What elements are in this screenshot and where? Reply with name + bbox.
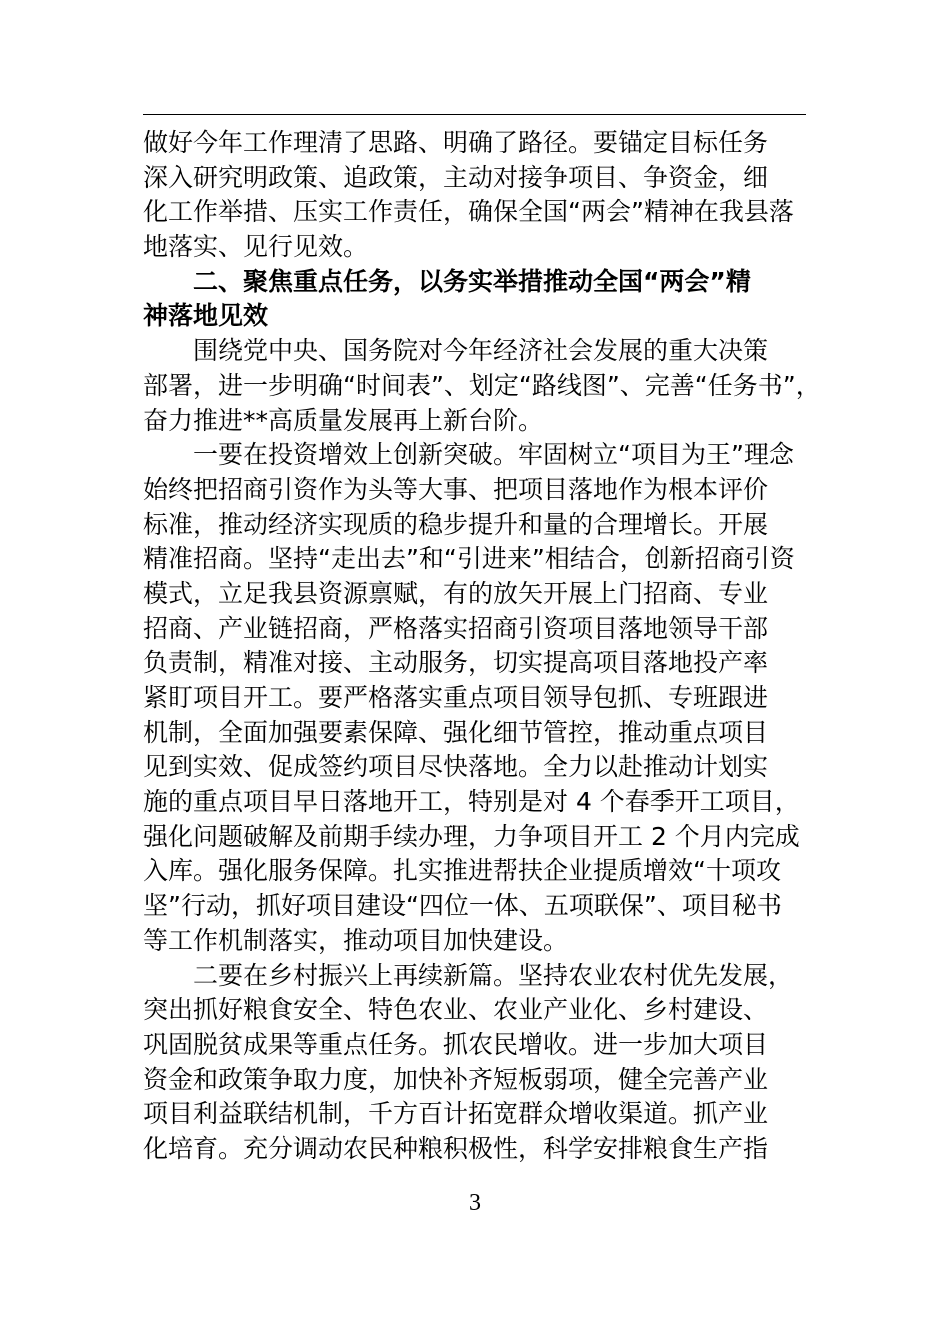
text-line: 施的重点项目早日落地开工，特别是对 4 个春季开工项目， — [143, 787, 800, 817]
text-line: 模式，立足我县资源禀赋，有的放矢开展上门招商、专业 — [143, 578, 769, 608]
text-line: 化培育。充分调动农民种粮积极性，科学安排粮食生产指 — [143, 1133, 769, 1163]
section-heading-line: 二、聚焦重点任务，以务实举措推动全国“两会”精 — [193, 266, 751, 296]
header-rule — [143, 114, 806, 115]
text-line: 等工作机制落实，推动项目加快建设。 — [143, 925, 569, 955]
paragraph-first-line: 一要在投资增效上创新突破。牢固树立“项目为王”理念 — [193, 440, 794, 470]
text-line: 化工作举措、压实工作责任，确保全国“两会”精神在我县落 — [143, 197, 794, 227]
paragraph-first-line: 二要在乡村振兴上再续新篇。坚持农业农村优先发展， — [193, 960, 794, 990]
page-number: 3 — [469, 1190, 481, 1216]
text-line: 突出抓好粮食安全、特色农业、农业产业化、乡村建设、 — [143, 995, 769, 1025]
text-line: 强化问题破解及前期手续办理，力争项目开工 2 个月内完成 — [143, 821, 800, 851]
paragraph-first-line: 围绕党中央、国务院对今年经济社会发展的重大决策 — [193, 336, 769, 366]
text-line: 标准，推动经济实现质的稳步提升和量的合理增长。开展 — [143, 509, 769, 539]
text-line: 部署，进一步明确“时间表”、划定“路线图”、完善“任务书”， — [143, 370, 821, 400]
text-line: 见到实效、促成签约项目尽快落地。全力以赴推动计划实 — [143, 752, 769, 782]
text-line: 做好今年工作理清了思路、明确了路径。要锚定目标任务 — [143, 128, 769, 157]
text-line: 精准招商。坚持“走出去”和“引进来”相结合，创新招商引资 — [143, 544, 795, 574]
text-line: 奋力推进**高质量发展再上新台阶。 — [143, 405, 544, 435]
text-line: 招商、产业链招商，严格落实招商引资项目落地领导干部 — [143, 613, 769, 643]
body-text — [143, 126, 821, 1167]
text-line: 入库。强化服务保障。扎实推进帮扶企业提质增效“十项攻 — [143, 856, 781, 886]
text-line: 资金和政策争取力度，加快补齐短板弱项，健全完善产业 — [143, 1064, 769, 1094]
text-line: 机制，全面加强要素保障、强化细节管控，推动重点项目 — [143, 717, 769, 747]
text-line: 负责制，精准对接、主动服务，切实提高项目落地投产率 — [143, 648, 769, 678]
text-line: 紧盯项目开工。要严格落实重点项目领导包抓、专班跟进 — [143, 683, 769, 712]
text-line: 坚”行动，抓好项目建设“四位一体、五项联保”、项目秘书 — [143, 891, 782, 921]
section-heading-line: 神落地见效 — [143, 301, 269, 331]
text-line: 深入研究明政策、追政策，主动对接争项目、争资金，细 — [143, 162, 769, 192]
text-line: 巩固脱贫成果等重点任务。抓农民增收。进一步加大项目 — [143, 1029, 769, 1059]
text-line: 项目利益联结机制，千方百计拓宽群众增收渠道。抓产业 — [143, 1099, 769, 1129]
text-line: 始终把招商引资作为头等大事、把项目落地作为根本评价 — [143, 474, 769, 504]
text-line: 地落实、见行见效。 — [143, 232, 369, 262]
